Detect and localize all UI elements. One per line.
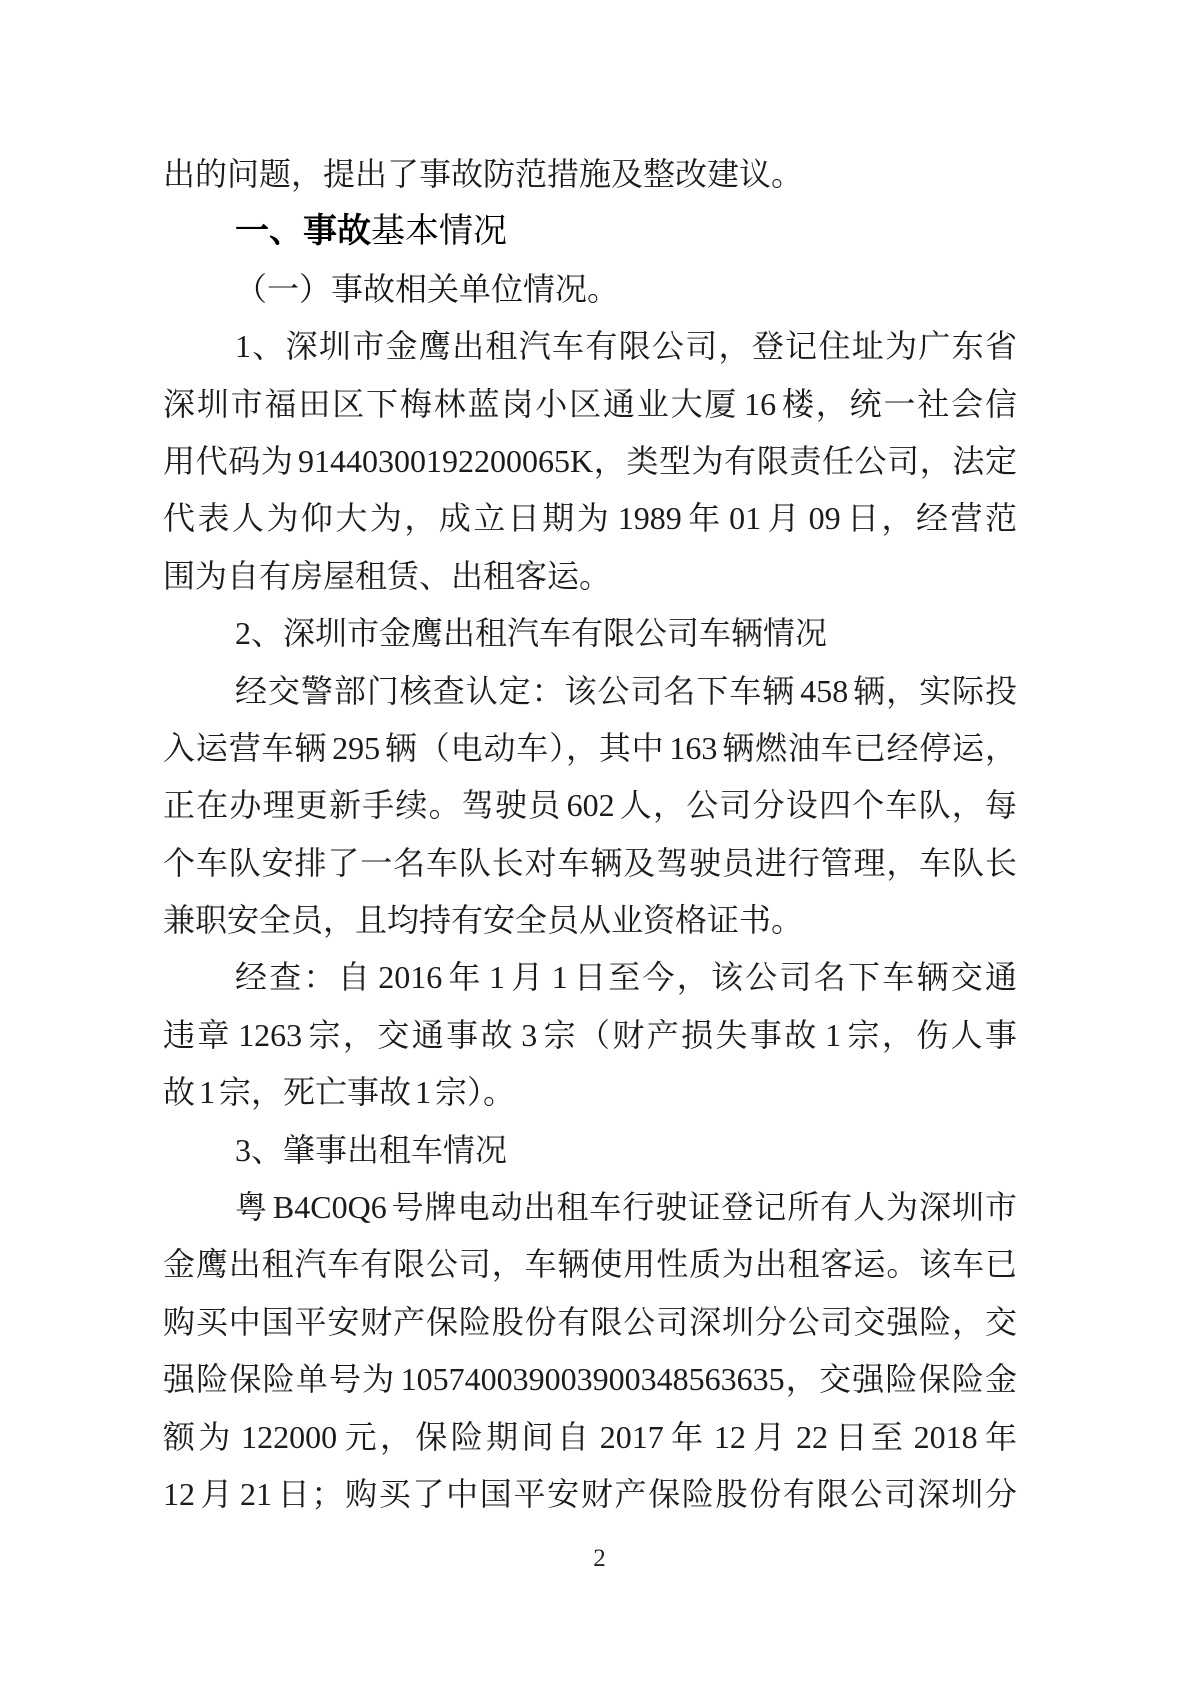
text-line: 出的问题，提出了事故防范措施及整改建议。 [163, 156, 804, 192]
text-line: 金鹰出租汽车有限公司，车辆使用性质为出租客运。该车已 [163, 1246, 1017, 1283]
text-line: 强险保险单号为 105740039003900348563635，交强险保险金 [163, 1361, 1017, 1398]
text-line: 兼职安全员，且均持有安全员从业资格证书。 [163, 902, 804, 939]
subsection-heading: （一）事故相关单位情况。 [235, 270, 620, 307]
text-line: 经交警部门核查认定：该公司名下车辆 458 辆，实际投 [235, 672, 1017, 709]
text-line: 代表人为仰大为，成立日期为 1989 年 01 月 09 日，经营范 [163, 500, 1017, 537]
text-line: 粤 B4C0Q6 号牌电动出租车行驶证登记所有人为深圳市 [235, 1189, 1017, 1226]
text-line: 2、深圳市金鹰出租汽车有限公司车辆情况 [235, 615, 828, 652]
text-line: 个车队安排了一名车队长对车辆及驾驶员进行管理，车队长 [163, 844, 1017, 881]
text-line: 入运营车辆 295 辆（电动车），其中 163 辆燃油车已经停运， [163, 729, 1017, 766]
text-line: 深圳市福田区下梅林蓝岗小区通业大厦 16 楼，统一社会信 [163, 385, 1017, 422]
text-line: 故 1 宗，死亡事故 1 宗）。 [163, 1074, 516, 1111]
text-line: 违章 1263 宗，交通事故 3 宗（财产损失事故 1 宗，伤人事 [163, 1016, 1017, 1053]
section-heading-rest: 基本情况 [371, 212, 507, 251]
text-line: 1、深圳市金鹰出租汽车有限公司，登记住址为广东省 [235, 328, 1017, 365]
document-body [163, 146, 1017, 1523]
section-heading [163, 203, 1017, 260]
text-line: 购买中国平安财产保险股份有限公司深圳分公司交强险，交 [163, 1303, 1017, 1340]
text-line: 12 月 21 日；购买了中国平安财产保险股份有限公司深圳分 [163, 1475, 1017, 1512]
page-number: 2 [593, 1545, 606, 1572]
text-line: 3、肇事出租车情况 [235, 1131, 508, 1168]
text-line: 围为自有房屋租赁、出租客运。 [163, 557, 612, 594]
text-line: 额为 122000 元，保险期间自 2017 年 12 月 22 日至 2018 年 [163, 1418, 1017, 1455]
text-line: 用代码为 91440300192200065K，类型为有限责任公司，法定 [163, 442, 1017, 479]
text-line: 正在办理更新手续。驾驶员 602 人，公司分设四个车队，每 [163, 787, 1017, 824]
text-line: 经查：自 2016 年 1 月 1 日至今，该公司名下车辆交通 [235, 959, 1017, 996]
section-heading-bold: 一、事故 [235, 212, 371, 251]
